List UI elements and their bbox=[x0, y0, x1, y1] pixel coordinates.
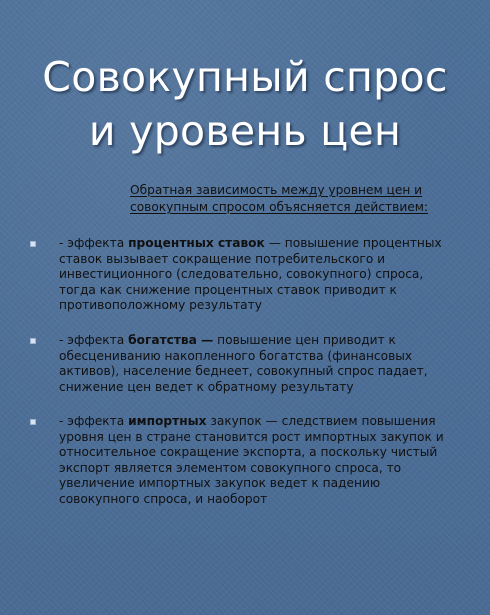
item-body: закупок — следствием повышения уровня цен в стране становится рост импортных закупок и относительное сокращение экспорта, а поскольку чистый экспорт является элементом совокупного спроса, то увеличение импортных закупок ведет к падению совокупного спроса, и наоборот bbox=[59, 414, 444, 506]
list-item-text bbox=[59, 333, 459, 395]
item-prefix: - эффекта bbox=[59, 236, 129, 250]
item-body: — повышение процентных ставок вызывает сокращение потребительского и инвестиционного (следовательно, совокупного) спроса, тогда как снижение процентных ставок приводит к противоположному результату bbox=[59, 236, 442, 312]
bullet-square-icon bbox=[30, 241, 36, 247]
list-item-text bbox=[59, 414, 459, 507]
intro-text: Обратная зависимость между уровнем цен и совокупным спросом объясняется действием: bbox=[130, 183, 429, 214]
title-line-2: и уровень цен bbox=[88, 107, 402, 155]
item-emphasis: богатства — bbox=[128, 333, 214, 347]
slide-title bbox=[0, 50, 490, 158]
bullet-square-icon bbox=[30, 419, 36, 425]
item-emphasis: импортных bbox=[128, 414, 207, 428]
bullet-square-icon bbox=[30, 338, 36, 344]
title-line-1: Совокупный спрос bbox=[42, 53, 448, 101]
item-prefix: - эффекта bbox=[59, 414, 129, 428]
item-prefix: - эффекта bbox=[59, 333, 129, 347]
list-item-text bbox=[59, 236, 459, 314]
item-emphasis: процентных ставок bbox=[128, 236, 265, 250]
item-body: повышение цен приводит к обесцениванию накопленного богатства (финансовых активов), население беднеет, совокупный спрос падает, снижение цен ведет к обратному результату bbox=[59, 333, 428, 394]
